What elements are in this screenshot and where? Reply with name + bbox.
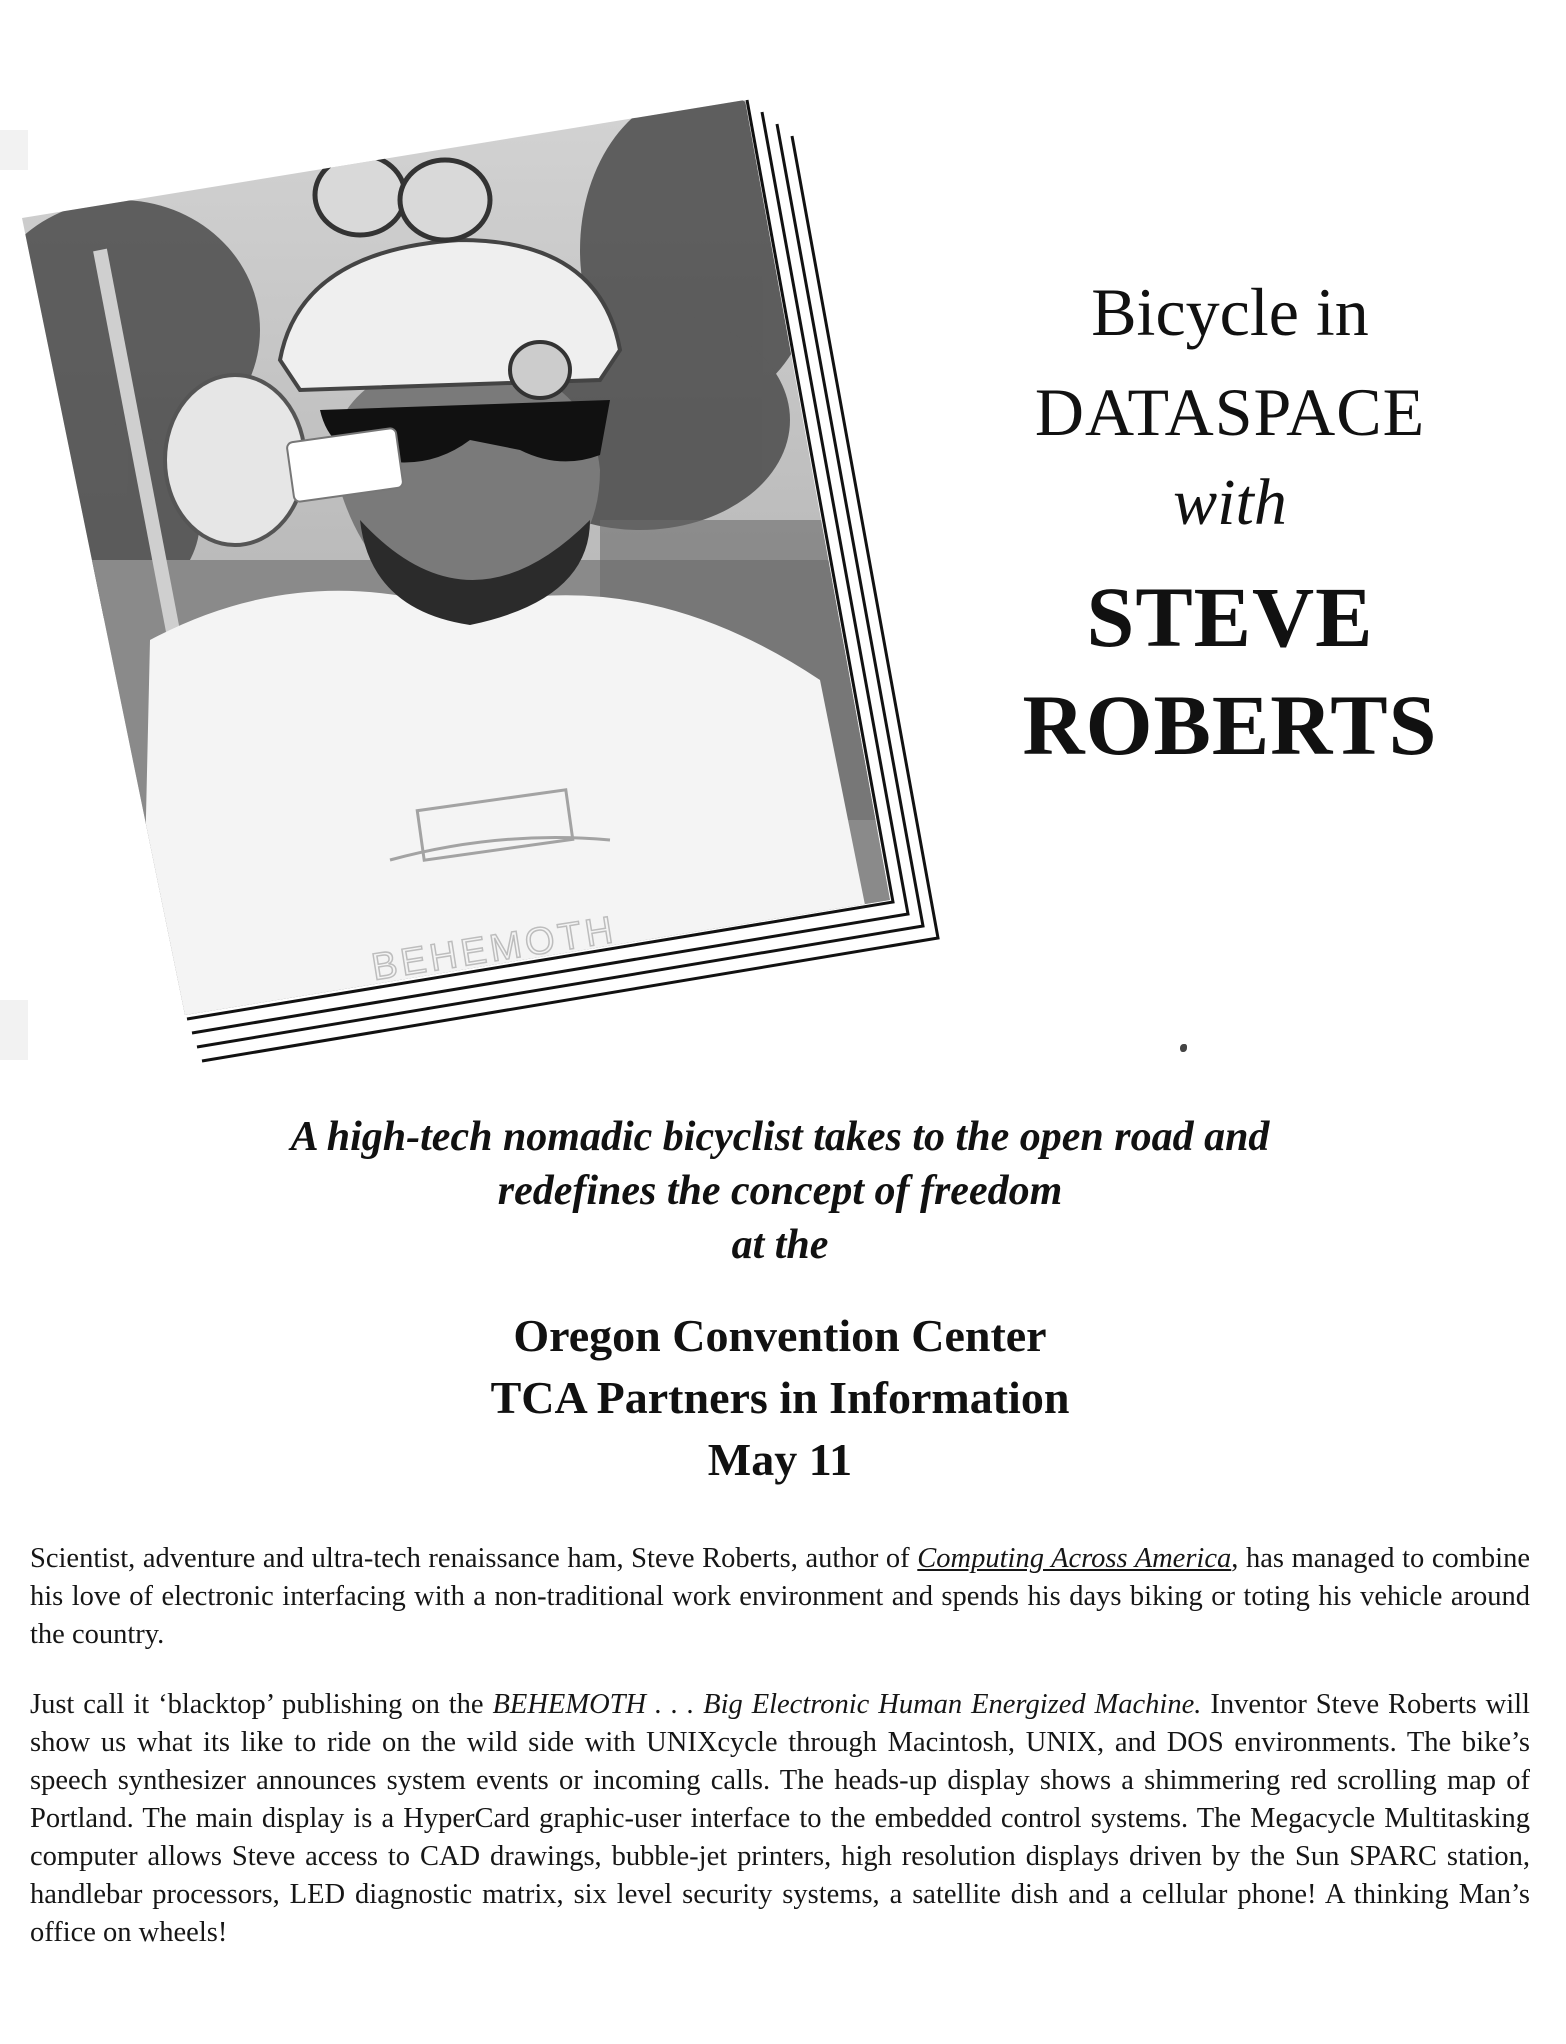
shirt-text: BEHEMOTH xyxy=(368,908,620,990)
p1-text-a: Scientist, adventure and ultra-tech renaissance ham, Steve Roberts, author of xyxy=(30,1543,918,1574)
tagline xyxy=(120,1110,1440,1272)
venue-block xyxy=(200,1305,1360,1491)
p2-text-a: Just call it ‘blacktop’ publishing on the xyxy=(30,1689,493,1720)
tagline-line-3: at the xyxy=(731,1222,829,1268)
body-paragraph-2 xyxy=(30,1686,1530,1952)
event-date: May 11 xyxy=(707,1434,853,1485)
body-text xyxy=(30,1540,1530,1984)
book-title: Computing Across America xyxy=(917,1543,1232,1574)
photo-content xyxy=(0,0,960,1080)
body-paragraph-1 xyxy=(30,1540,1530,1654)
event-name: TCA Partners in Information xyxy=(490,1372,1070,1423)
title-name-last: ROBERTS xyxy=(1022,677,1438,773)
tagline-line-2: redefines the concept of freedom xyxy=(497,1168,1063,1214)
photo-stack xyxy=(0,0,960,1080)
venue-name: Oregon Convention Center xyxy=(513,1310,1047,1361)
behemoth-name: BEHEMOTH . . . Big Electronic Human Energized Machine. xyxy=(492,1689,1202,1720)
p1-text-b: , has managed to combine his love of electronic interfacing with a non-traditional work environment and spends his days biking or toting his vehicle around the country. xyxy=(30,1543,1530,1650)
tagline-line-1: A high-tech nomadic bicyclist takes to the open road and xyxy=(290,1114,1270,1160)
title-name-first: STEVE xyxy=(1086,569,1374,665)
photo-illustration xyxy=(0,0,960,1080)
scan-speck xyxy=(1180,1044,1187,1052)
title-line-dataspace: DATASPACE xyxy=(1034,374,1426,450)
title-line-with: with xyxy=(1173,466,1287,539)
title-line-bicycle: Bicycle in xyxy=(1091,274,1369,350)
title-block xyxy=(960,274,1500,790)
p2-text-b: Inventor Steve Roberts will show us what its like to ride on the wild side with UNIXcycle through Macintosh, UNIX, and DOS environments. The bike’s speech synthesizer announces system events or incoming calls. The heads-up display shows a shimmering red scrolling map of Portland. The main display is a HyperCard graphic-user interface to the embedded control systems. The Megacycle Multitasking computer allows Steve access to CAD drawings, bubble-jet printers, high resolution displays driven by the Sun SPARC station, handlebar processors, LED diagnostic matrix, six level security systems, a satellite dish and a cellular phone! A thinking Man’s office on wheels! xyxy=(30,1689,1530,1948)
